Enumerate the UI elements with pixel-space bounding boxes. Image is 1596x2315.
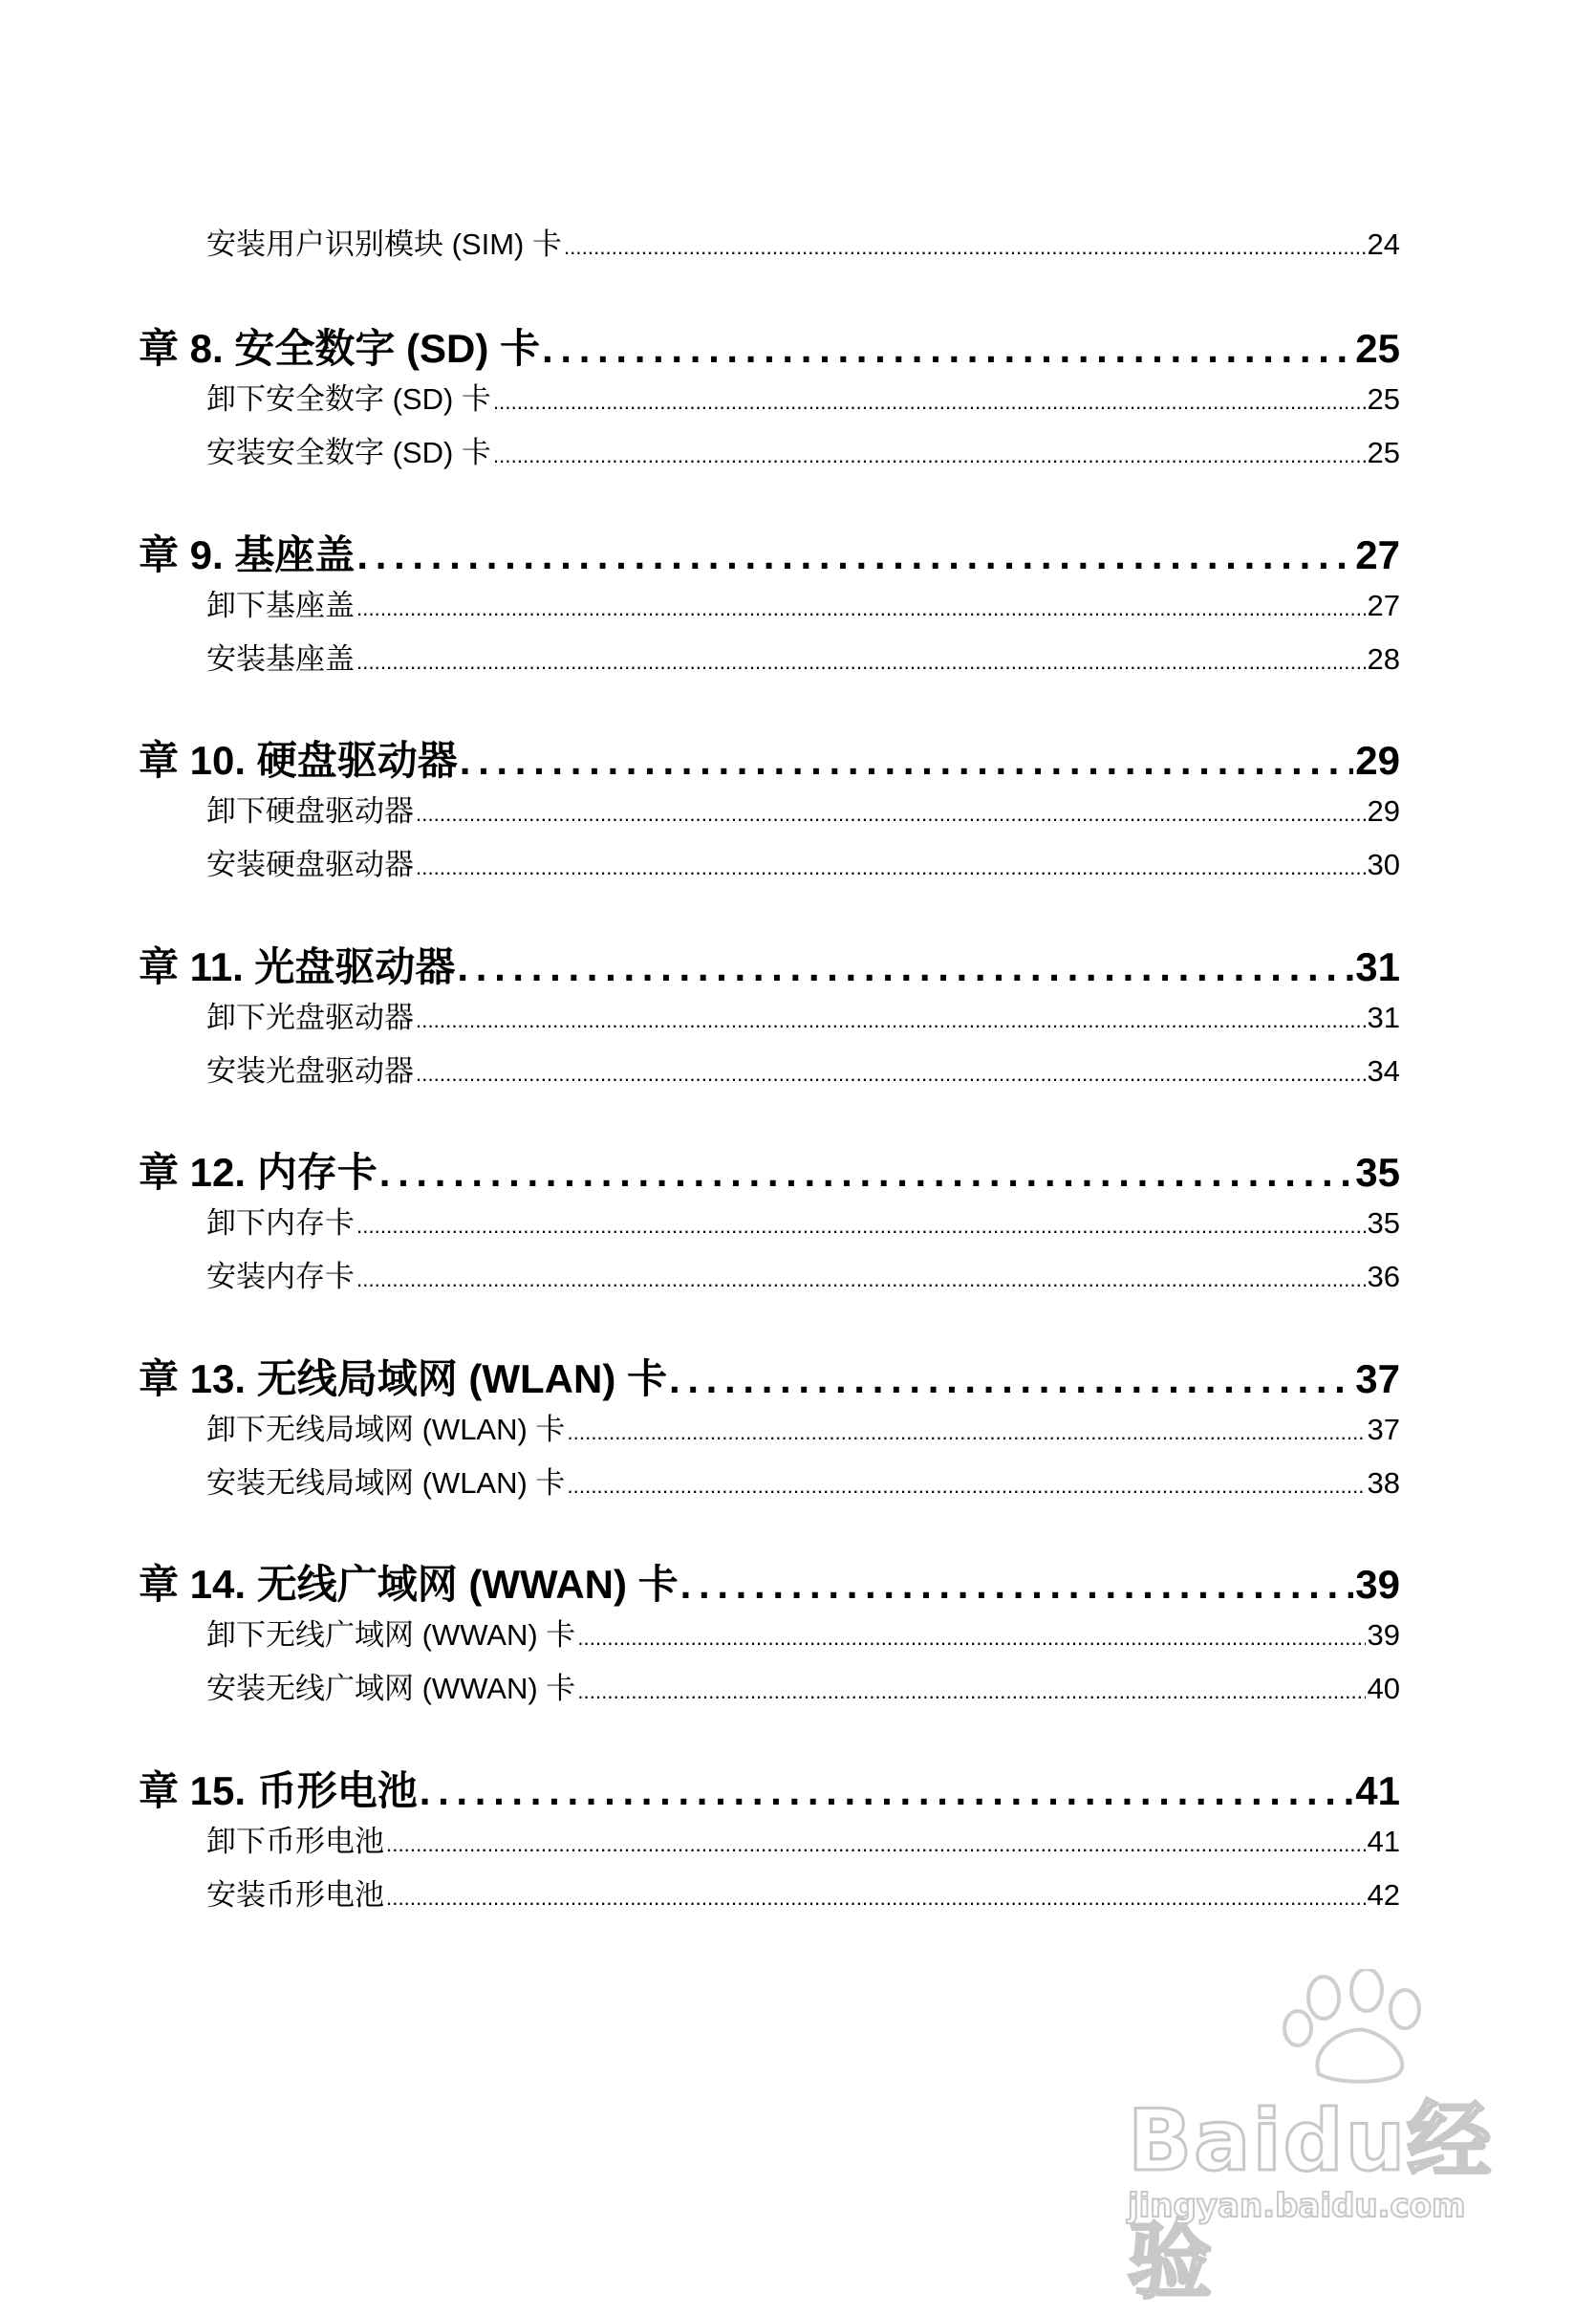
section-page: 25 — [1367, 382, 1400, 416]
section-title: 安装币形电池 — [206, 1878, 384, 1912]
dot-leader — [493, 436, 1366, 465]
section-title: 安装内存卡 — [206, 1260, 355, 1293]
dot-leader — [457, 944, 1353, 984]
toc-chapter-15[interactable] — [139, 1760, 1400, 1817]
dot-leader — [356, 1206, 1366, 1236]
section-page: 38 — [1367, 1466, 1400, 1500]
toc-chapter-8[interactable] — [139, 317, 1400, 375]
dot-leader — [460, 738, 1354, 778]
baidu-jingyan-watermark — [1128, 1969, 1510, 2310]
dot-leader — [567, 1413, 1365, 1442]
toc-chapter-12[interactable] — [139, 1141, 1400, 1199]
section-title: 安装基座盖 — [206, 642, 355, 676]
chapter-page: 27 — [1355, 532, 1400, 577]
section-page: 42 — [1367, 1878, 1400, 1912]
toc-section[interactable] — [206, 1405, 1400, 1448]
section-page: 39 — [1367, 1618, 1400, 1652]
chapter-title: 章 15. 币形电池 — [139, 1768, 418, 1813]
toc-section[interactable] — [206, 635, 1400, 678]
dot-leader — [680, 1562, 1354, 1602]
chapter-title: 章 9. 基座盖 — [139, 532, 356, 577]
toc-section[interactable] — [206, 1817, 1400, 1860]
dot-leader — [356, 532, 1353, 573]
toc-section[interactable] — [206, 1252, 1400, 1295]
dot-leader — [416, 848, 1366, 877]
section-title: 卸下安全数字 (SD) 卡 — [206, 382, 491, 416]
dot-leader — [542, 326, 1353, 366]
toc-entry-page: 24 — [1367, 227, 1400, 261]
dot-leader — [564, 227, 1366, 257]
chapter-title: 章 13. 无线局域网 (WLAN) 卡 — [139, 1356, 667, 1401]
chapter-page: 37 — [1355, 1356, 1400, 1401]
section-title: 卸下基座盖 — [206, 589, 355, 622]
chapter-page: 25 — [1355, 326, 1400, 371]
dot-leader — [416, 794, 1366, 824]
section-page: 34 — [1367, 1054, 1400, 1088]
toc-chapter-11[interactable] — [139, 936, 1400, 993]
toc-section[interactable] — [206, 787, 1400, 830]
section-title: 卸下光盘驱动器 — [206, 1001, 414, 1034]
section-page: 35 — [1367, 1206, 1400, 1240]
chapter-title: 章 14. 无线广域网 (WWAN) 卡 — [139, 1562, 679, 1607]
section-page: 27 — [1367, 589, 1400, 622]
dot-leader — [386, 1825, 1366, 1854]
section-title: 卸下无线局域网 (WLAN) 卡 — [206, 1413, 566, 1446]
dot-leader — [669, 1356, 1353, 1396]
toc-section[interactable] — [206, 1047, 1400, 1090]
dot-leader — [356, 642, 1366, 672]
chapter-page: 29 — [1355, 738, 1400, 783]
section-page: 37 — [1367, 1413, 1400, 1446]
dot-leader — [416, 1054, 1366, 1084]
section-title: 卸下内存卡 — [206, 1206, 355, 1240]
paw-logo-icon — [1271, 1969, 1443, 2084]
chapter-title: 章 10. 硬盘驱动器 — [139, 738, 458, 783]
chapter-title: 章 11. 光盘驱动器 — [139, 944, 456, 989]
toc-section[interactable] — [206, 1871, 1400, 1914]
dot-leader — [386, 1878, 1366, 1908]
watermark-brand: Baidu经验 — [1128, 2091, 1494, 2310]
dot-leader — [356, 589, 1366, 618]
toc-section[interactable] — [206, 375, 1400, 418]
chapter-page: 39 — [1355, 1562, 1400, 1607]
section-page: 30 — [1367, 848, 1400, 881]
section-title: 安装安全数字 (SD) 卡 — [206, 436, 491, 469]
dot-leader — [493, 382, 1366, 412]
dot-leader — [416, 1001, 1366, 1030]
section-title: 安装无线广域网 (WWAN) 卡 — [206, 1672, 576, 1705]
toc-chapter-14[interactable] — [139, 1553, 1400, 1611]
section-title: 安装硬盘驱动器 — [206, 848, 414, 881]
toc-section[interactable] — [206, 993, 1400, 1036]
toc-section[interactable] — [206, 581, 1400, 624]
section-page: 28 — [1367, 642, 1400, 676]
section-title: 安装光盘驱动器 — [206, 1054, 414, 1088]
toc-section[interactable] — [206, 1664, 1400, 1707]
chapter-title: 章 12. 内存卡 — [139, 1150, 377, 1195]
dot-leader — [577, 1672, 1365, 1701]
chapter-page: 35 — [1355, 1150, 1400, 1195]
toc-section[interactable] — [206, 840, 1400, 883]
toc-entry-title: 安装用户识别模块 (SIM) 卡 — [206, 227, 562, 261]
section-page: 40 — [1367, 1672, 1400, 1705]
toc-section[interactable] — [206, 428, 1400, 471]
watermark-url: jingyan.baidu.com — [1128, 2187, 1466, 2225]
section-page: 31 — [1367, 1001, 1400, 1034]
chapter-page: 41 — [1355, 1768, 1400, 1813]
section-page: 29 — [1367, 794, 1400, 828]
dot-leader — [577, 1618, 1365, 1648]
dot-leader — [420, 1768, 1354, 1808]
toc-section[interactable] — [206, 1199, 1400, 1242]
dot-leader — [567, 1466, 1365, 1496]
section-title: 安装无线局域网 (WLAN) 卡 — [206, 1466, 566, 1500]
section-page: 41 — [1367, 1825, 1400, 1858]
toc-section[interactable] — [206, 1611, 1400, 1654]
section-title: 卸下币形电池 — [206, 1825, 384, 1858]
toc-entry-prev-section[interactable] — [206, 220, 1400, 263]
section-title: 卸下无线广域网 (WWAN) 卡 — [206, 1618, 576, 1652]
section-page: 36 — [1367, 1260, 1400, 1293]
chapter-page: 31 — [1355, 944, 1400, 989]
dot-leader — [379, 1150, 1354, 1190]
toc-chapter-10[interactable] — [139, 729, 1400, 787]
section-title: 卸下硬盘驱动器 — [206, 794, 414, 828]
chapter-title: 章 8. 安全数字 (SD) 卡 — [139, 326, 541, 371]
toc-chapter-13[interactable] — [139, 1348, 1400, 1405]
toc-chapter-9[interactable] — [139, 524, 1400, 581]
toc-section[interactable] — [206, 1459, 1400, 1502]
dot-leader — [356, 1260, 1366, 1289]
section-page: 25 — [1367, 436, 1400, 469]
